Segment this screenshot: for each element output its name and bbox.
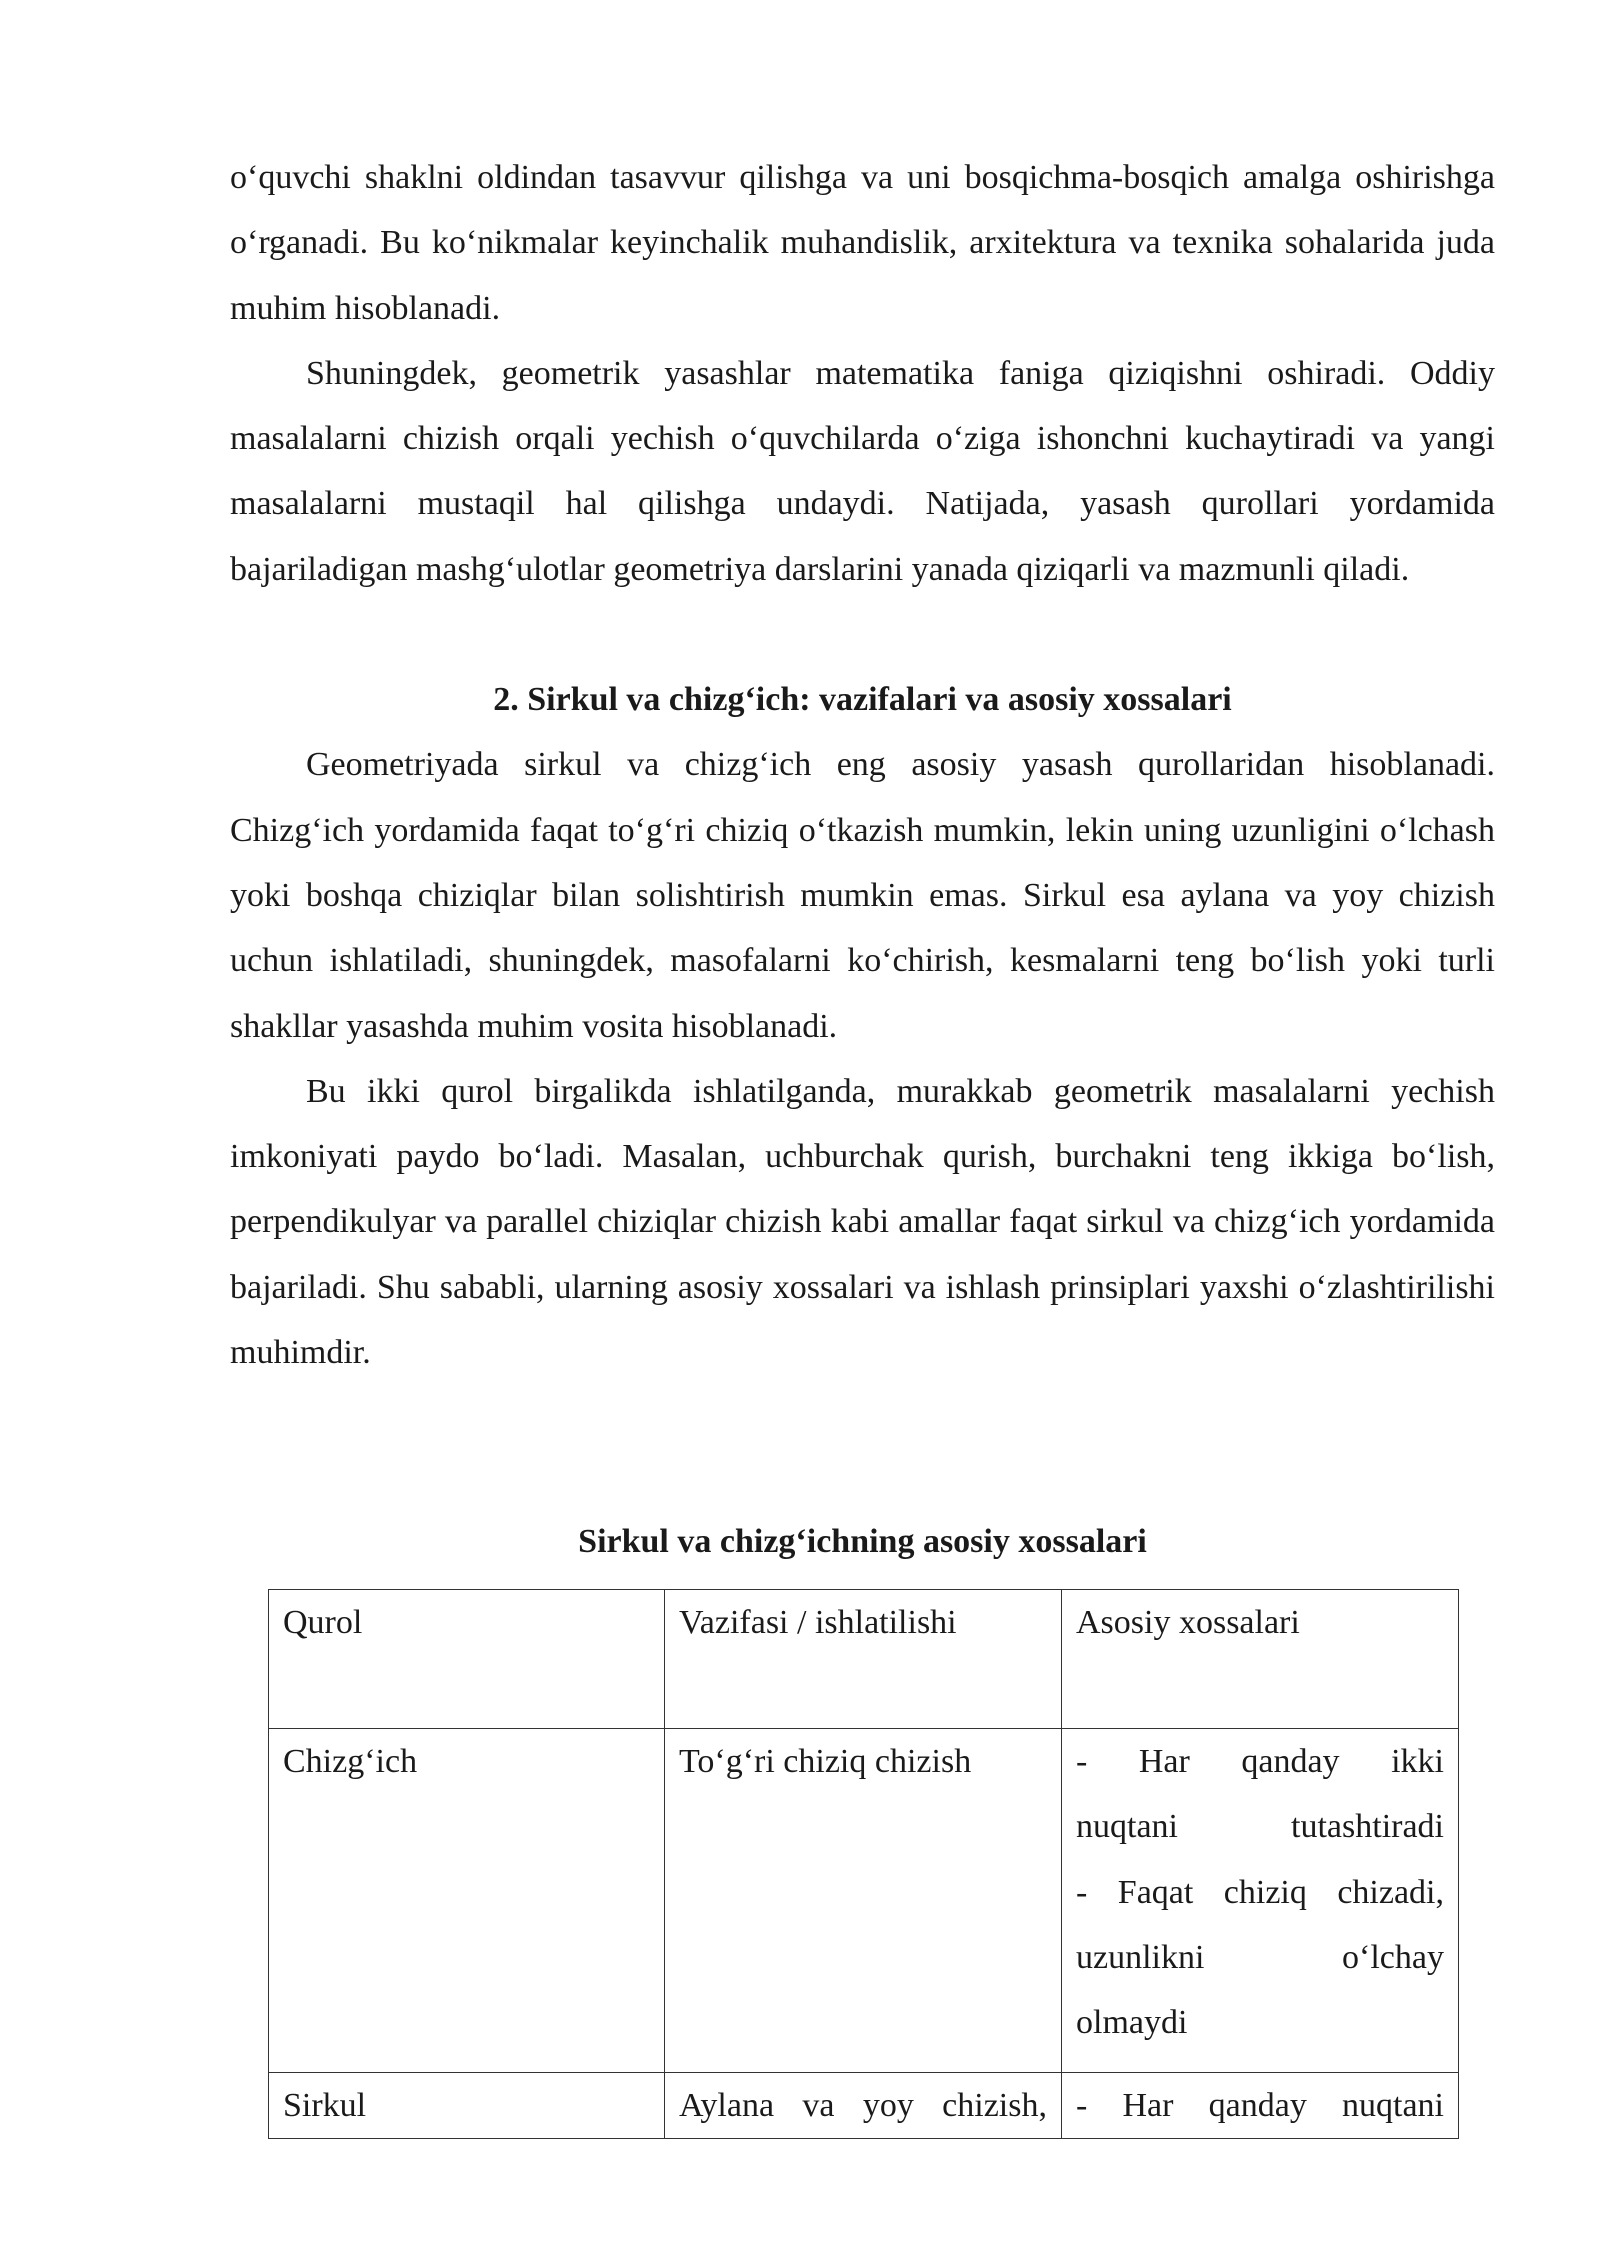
section-spacer [230,602,1495,667]
table-header-row [269,1590,1459,1729]
section-paragraph-2: Bu ikki qurol birgalikda ishlatilganda, murakkab geometrik masalalarni yechish imkoniyati paydo bo‘ladi. Masalan, uchburchak qurish, burchakni teng ikkiga bo‘lish, perpendikulyar va parallel chiziqlar chizish kabi amallar faqat sirkul va chizg‘ich yordamida bajariladi. Shu sababli, ularning asosiy xossalari va ishlash prinsiplari yaxshi o‘zlashtirilishi muhimdir. [230,1072,1495,1372]
properties-line: - Faqat chiziq chizadi, [1076,1873,1444,1911]
intro-paragraph-1: o‘quvchi shaklni oldindan tasavvur qilishga va uni bosqichma-bosqich amalga oshirishga o‘rganadi. Bu ko‘nikmalar keyinchalik muhandislik, arxitektura va texnika sohalarida juda muhim hisoblanadi. [230,159,1495,327]
table-title: Sirkul va chizg‘ichning asosiy xossalari [578,1523,1147,1560]
section-paragraph-1: Geometriyada sirkul va chizg‘ich eng asosiy yasash qurollaridan hisoblanadi. Chizg‘ich yordamida faqat to‘g‘ri chiziq o‘tkazish mumkin, lekin uning uzunligini o‘lchash yoki boshqa chiziqlar bilan solishtirish mumkin emas. Sirkul esa aylana va yoy chizish uchun ishlatiladi, shuningdek, masofalarni ko‘chirish, kesmalarni teng bo‘lish yoki turli shakllar yasashda muhim vosita hisoblanadi. [230,746,1495,1045]
table-row [269,1729,1459,2073]
section-heading: 2. Sirkul va chizg‘ich: vazifalari va asosiy xossalari [493,681,1232,719]
header-cell-tool: Qurol [269,1590,665,1729]
document-page [230,145,1495,2124]
properties-line: olmaydi [1076,2004,1188,2042]
properties-table [268,1589,1459,2139]
properties-line: nuqtani tutashtiradi [1076,1808,1444,1846]
header-cell-use: Vazifasi / ishlatilishi [665,1590,1062,1729]
properties-line: - Har qanday nuqtani [1076,2087,1444,2124]
header-cell-properties: Asosiy xossalari [1062,1590,1459,1729]
cell-tool: Sirkul [269,2073,665,2139]
use-line: Aylana va yoy chizish, [679,2087,1047,2124]
intro-paragraph-2: Shuningdek, geometrik yasashlar matematika faniga qiziqishni oshiradi. Oddiy masalalarni chizish orqali yechish o‘quvchilarda o‘ziga ishonchni kuchaytiradi va yangi masalalarni mustaqil hal qilishga undaydi. Natijada, yasash qurollari yordamida bajariladigan mashg‘ulotlar geometriya darslarini yanada qiziqarli va mazmunli qiladi. [230,354,1495,588]
cell-use [665,2073,1062,2139]
table-row [269,2073,1459,2139]
cell-properties [1062,1729,1459,2073]
cell-use: To‘g‘ri chiziq chizish [665,1729,1062,2073]
cell-properties [1062,2073,1459,2139]
cell-tool: Chizg‘ich [269,1729,665,2073]
properties-line: uzunlikni o‘lchay [1076,1938,1444,1976]
properties-line: - Har qanday ikki [1076,1743,1444,1780]
